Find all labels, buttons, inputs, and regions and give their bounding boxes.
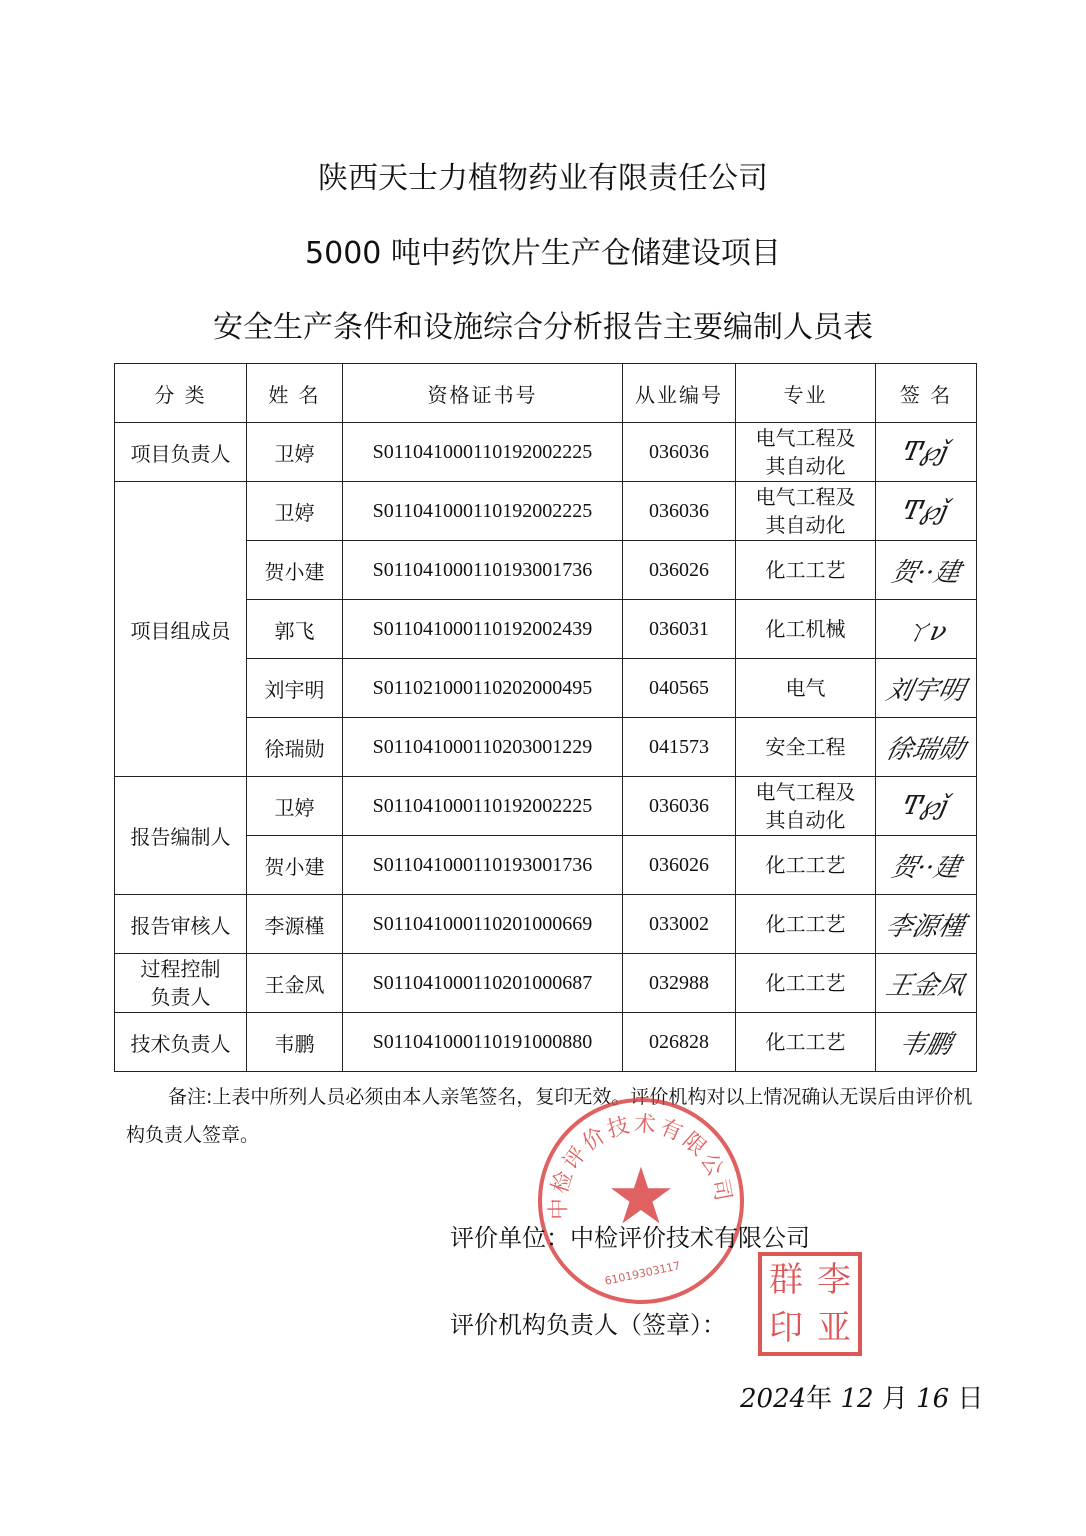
day-unit: 日 bbox=[957, 1384, 984, 1414]
cert-cell: S011041000110201000669 bbox=[343, 895, 623, 954]
seal-star-icon: ★ bbox=[606, 1152, 676, 1243]
cert-cell: S011041000110192002225 bbox=[343, 777, 623, 836]
major-cell: 化工工艺 bbox=[736, 836, 876, 895]
date-day: 16 bbox=[916, 1384, 950, 1414]
cert-cell: S011041000110193001736 bbox=[343, 836, 623, 895]
personal-square-seal bbox=[758, 1252, 862, 1356]
reg-cell: 036036 bbox=[623, 423, 736, 482]
reg-cell: 036036 bbox=[623, 482, 736, 541]
reg-cell: 040565 bbox=[623, 659, 736, 718]
report-title: 安全生产条件和设施综合分析报告主要编制人员表 bbox=[213, 310, 873, 345]
handwritten-signature: ㄚν bbox=[901, 616, 950, 647]
org-label: 评价单位： bbox=[450, 1224, 570, 1252]
major-cell: 化工工艺 bbox=[736, 954, 876, 1013]
company-title: 陕西天士力植物药业有限责任公司 bbox=[318, 161, 768, 196]
signature-cell bbox=[876, 777, 977, 836]
major-cell: 电气工程及其自动化 bbox=[736, 482, 876, 541]
header-category: 分 类 bbox=[115, 364, 247, 423]
name-cell: 卫婷 bbox=[247, 423, 343, 482]
major-cell: 化工工艺 bbox=[736, 541, 876, 600]
date-year: 2024 bbox=[740, 1384, 807, 1414]
signature-cell bbox=[876, 482, 977, 541]
signature-cell bbox=[876, 423, 977, 482]
cert-cell: S011021000110202000495 bbox=[343, 659, 623, 718]
handwritten-signature: Ͳ℘ǰ bbox=[900, 437, 952, 467]
handwritten-signature: Ͳ℘ǰ bbox=[900, 496, 952, 526]
seal-number: 61019303117 bbox=[603, 1259, 682, 1288]
reg-cell: 036036 bbox=[623, 777, 736, 836]
signature-cell bbox=[876, 600, 977, 659]
company-round-seal bbox=[538, 1098, 744, 1304]
handwritten-signature: 贺··建 bbox=[888, 852, 963, 883]
name-cell: 李源槿 bbox=[247, 895, 343, 954]
year-unit: 年 bbox=[806, 1384, 833, 1414]
signature-cell bbox=[876, 1013, 977, 1072]
project-title: 5000 吨中药饮片生产仓储建设项目 bbox=[305, 236, 781, 271]
name-cell: 韦鹏 bbox=[247, 1013, 343, 1072]
category-cell: 项目组成员 bbox=[115, 482, 247, 777]
staff-table bbox=[114, 363, 977, 1072]
agency-head bbox=[450, 1305, 726, 1340]
reg-cell: 032988 bbox=[623, 954, 736, 1013]
seal-char: 亚 bbox=[817, 1308, 851, 1348]
name-cell: 郭飞 bbox=[247, 600, 343, 659]
category-cell: 项目负责人 bbox=[115, 423, 247, 482]
reg-cell: 041573 bbox=[623, 718, 736, 777]
major-cell: 化工工艺 bbox=[736, 1013, 876, 1072]
name-cell: 徐瑞勋 bbox=[247, 718, 343, 777]
header-name: 姓 名 bbox=[247, 364, 343, 423]
handwritten-signature: 王金凤 bbox=[883, 970, 968, 1001]
major-cell: 化工工艺 bbox=[736, 895, 876, 954]
handwritten-signature: 李源槿 bbox=[883, 911, 968, 942]
cert-cell: S011041000110192002439 bbox=[343, 600, 623, 659]
handwritten-signature: Ͳ℘ǰ bbox=[900, 791, 952, 821]
major-cell: 电气工程及其自动化 bbox=[736, 423, 876, 482]
header-reg: 从业编号 bbox=[623, 364, 736, 423]
major-cell: 安全工程 bbox=[736, 718, 876, 777]
org-name: 中检评价技术有限公司 bbox=[570, 1224, 810, 1252]
major-cell: 化工机械 bbox=[736, 600, 876, 659]
cert-cell: S011041000110192002225 bbox=[343, 423, 623, 482]
name-cell: 王金凤 bbox=[247, 954, 343, 1013]
signature-cell bbox=[876, 659, 977, 718]
handwritten-signature: 韦鹏 bbox=[896, 1029, 955, 1060]
header-signature: 签 名 bbox=[876, 364, 977, 423]
cert-cell: S011041000110193001736 bbox=[343, 541, 623, 600]
signature-cell bbox=[876, 954, 977, 1013]
handwritten-signature: 徐瑞勋 bbox=[883, 734, 968, 765]
major-cell: 电气 bbox=[736, 659, 876, 718]
seal-char: 群 bbox=[769, 1260, 803, 1300]
name-cell: 贺小建 bbox=[247, 541, 343, 600]
sign-date bbox=[740, 1378, 983, 1415]
date-month: 12 bbox=[840, 1384, 874, 1414]
reg-cell: 026828 bbox=[623, 1013, 736, 1072]
table-row bbox=[115, 895, 977, 954]
signature-cell bbox=[876, 836, 977, 895]
cert-cell: S011041000110203001229 bbox=[343, 718, 623, 777]
category-cell: 报告审核人 bbox=[115, 895, 247, 954]
category-cell: 过程控制负责人 bbox=[115, 954, 247, 1013]
svg-text:中检评价技术有限公司: 中检评价技术有限公司 bbox=[546, 1111, 736, 1220]
seal-char: 李 bbox=[817, 1260, 851, 1300]
reg-cell: 036031 bbox=[623, 600, 736, 659]
reg-cell: 036026 bbox=[623, 836, 736, 895]
table-row bbox=[115, 954, 977, 1013]
reg-cell: 033002 bbox=[623, 895, 736, 954]
cert-cell: S011041000110201000687 bbox=[343, 954, 623, 1013]
remark-note: 备注:上表中所列人员必须由本人亲笔签名，复印无效。评价机构对以上情况确认无误后由评价机构负责人签章。 bbox=[126, 1086, 973, 1146]
handwritten-signature: 刘宇明 bbox=[883, 675, 968, 706]
header-cert: 资格证书号 bbox=[343, 364, 623, 423]
seal-char: 印 bbox=[769, 1308, 803, 1348]
cert-cell: S011041000110192002225 bbox=[343, 482, 623, 541]
reg-cell: 036026 bbox=[623, 541, 736, 600]
name-cell: 贺小建 bbox=[247, 836, 343, 895]
evaluation-unit bbox=[450, 1218, 810, 1253]
category-cell: 技术负责人 bbox=[115, 1013, 247, 1072]
signature-cell bbox=[876, 718, 977, 777]
table-row bbox=[115, 482, 977, 541]
name-cell: 卫婷 bbox=[247, 482, 343, 541]
header-major: 专业 bbox=[736, 364, 876, 423]
head-label: 评价机构负责人（签章）： bbox=[450, 1311, 726, 1339]
name-cell: 刘宇明 bbox=[247, 659, 343, 718]
month-unit: 月 bbox=[881, 1384, 908, 1414]
category-cell: 报告编制人 bbox=[115, 777, 247, 895]
table-header-row bbox=[115, 364, 977, 423]
table-row bbox=[115, 777, 977, 836]
signature-cell bbox=[876, 541, 977, 600]
name-cell: 卫婷 bbox=[247, 777, 343, 836]
handwritten-signature: 贺··建 bbox=[888, 557, 963, 588]
table-row bbox=[115, 1013, 977, 1072]
major-cell: 电气工程及其自动化 bbox=[736, 777, 876, 836]
table-row bbox=[115, 423, 977, 482]
cert-cell: S011041000110191000880 bbox=[343, 1013, 623, 1072]
signature-cell bbox=[876, 895, 977, 954]
